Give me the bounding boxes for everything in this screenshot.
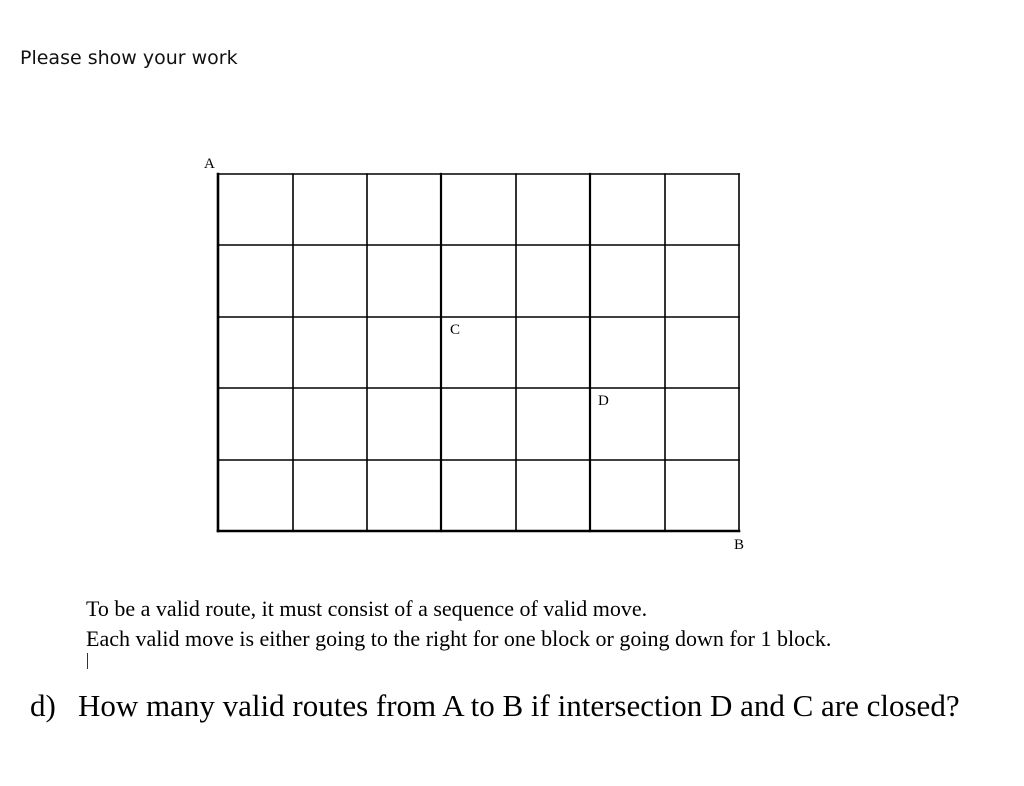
- instruction-text: Please show your work: [20, 47, 238, 69]
- label-c: C: [450, 322, 461, 338]
- question-marker: d): [30, 688, 56, 723]
- question-text: How many valid routes from A to B if intersection D and C are closed?: [78, 688, 960, 723]
- rule-line-1: To be a valid route, it must consist of a sequence of valid move.: [86, 596, 648, 621]
- question-d: [30, 688, 960, 724]
- rule-line-2: Each valid move is either going to the right for one block or going down for 1 block.: [86, 626, 832, 651]
- label-b: B: [734, 537, 745, 553]
- route-rules: [86, 594, 831, 654]
- label-d: D: [598, 393, 609, 409]
- grid-lines: [218, 174, 739, 531]
- text-cursor: [87, 653, 88, 669]
- label-a: A: [204, 156, 215, 172]
